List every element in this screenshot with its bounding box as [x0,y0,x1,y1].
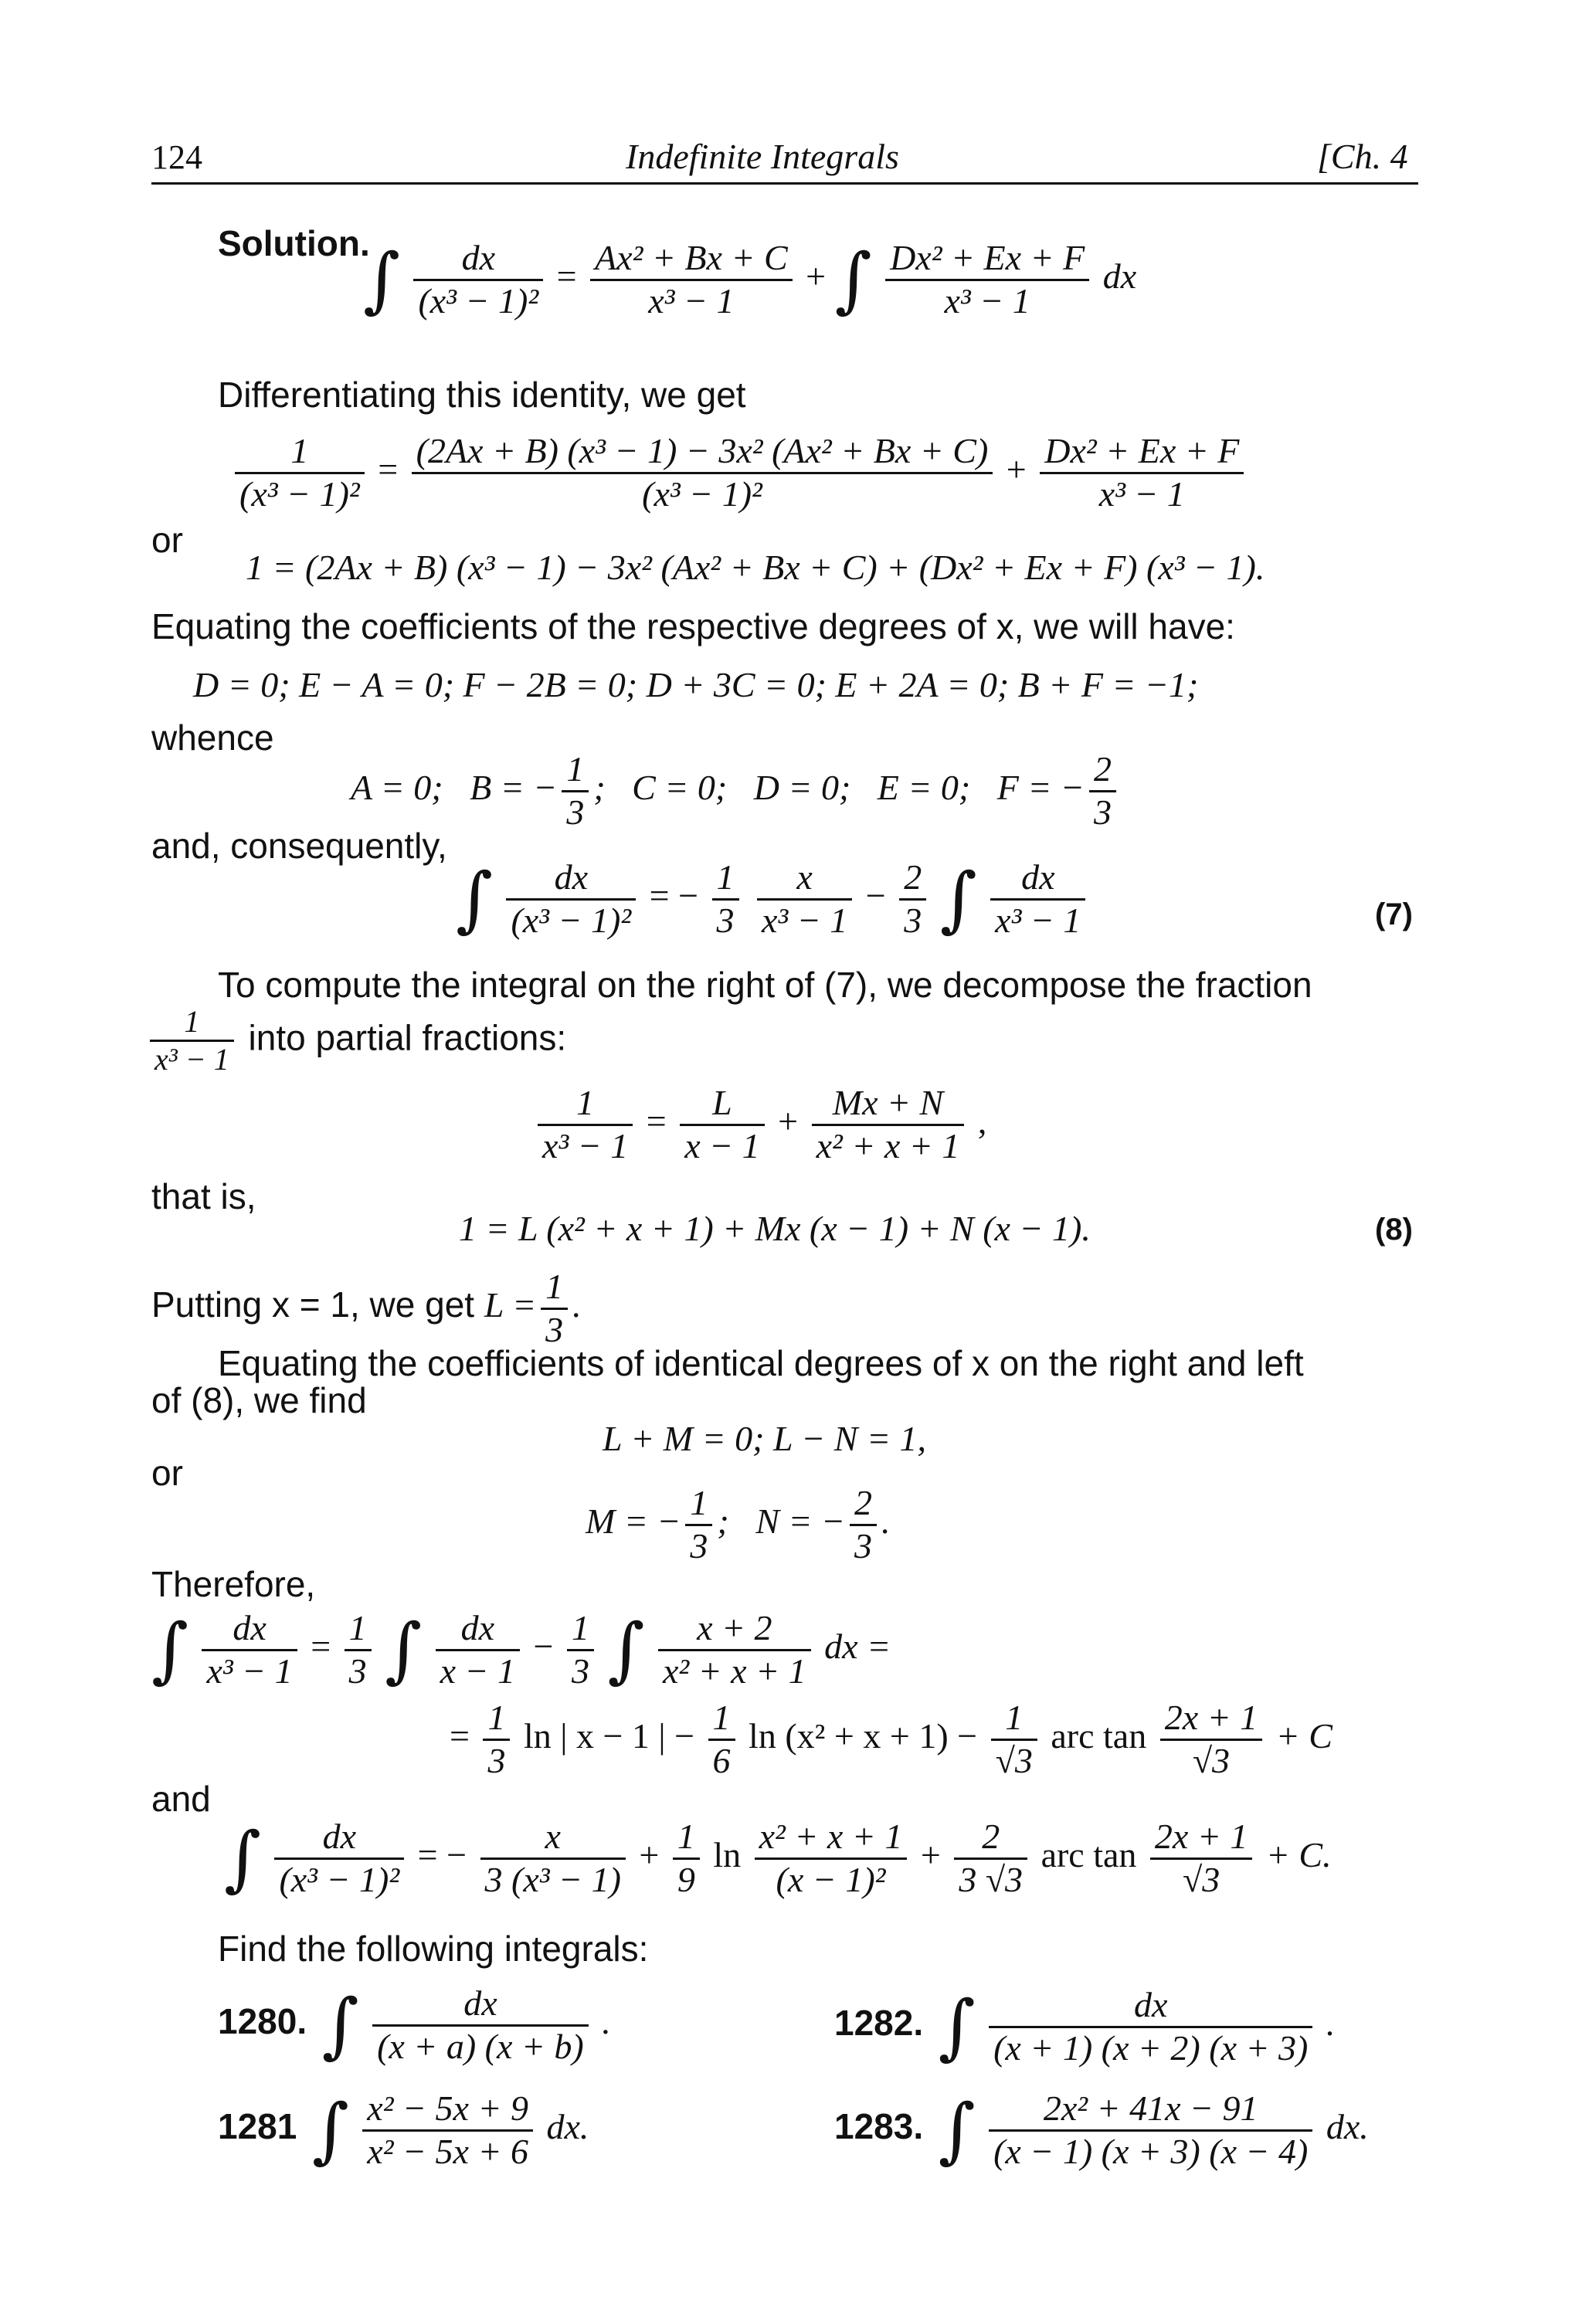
problem-number: 1282. [834,2002,924,2043]
equation-label-7: (7) [1375,897,1413,931]
equation-2: $\frac{1}{\text{(x³ − 1)²}}$ = $\frac{\text{(2Ax + B) (x³ − 1) − 3x² (Ax² + Bx + C)}}{\text{(x³ − 1)²}}$ + $\frac{\text{Dx² + Ex + F}}{\text{x³ − 1}}$ [230,431,1248,515]
integral-sign: ∫ [321,1983,359,2067]
equation-5: A = 0; B = − $\frac{1}{3}$ ; C = 0; D = 0; E = 0; F = − $\frac{2}{3}$ [351,749,1121,833]
text-or-2: or [151,1453,183,1493]
text-find: Find the following integrals: [218,1929,649,1969]
chapter-label: [Ch. 4 [1317,137,1408,176]
text-equating-2a: Equating the coefficients of identical degrees of x on the right and left [218,1343,1304,1383]
equation-8: 1 = L (x² + x + 1) + Mx (x − 1) + N (x − 1). [459,1209,1091,1248]
problem-1280: 1280. ∫ $\frac{dx}{(x + a) (x + b)}$ . [218,1983,611,2067]
header-rule [151,182,1418,185]
text-compute-2: $\frac{1}{\text{x³ − 1}}$ into partial fractions: [145,1004,566,1077]
problem-number: 1283. [834,2105,924,2146]
integral-sign: ∫ [938,2088,976,2172]
integral-sign: ∫ [456,857,493,941]
equation-label-8: (8) [1375,1213,1413,1247]
text-equating-1: Equating the coefficients of the respective degrees of x, we will have: [151,606,1235,646]
equation-13: ∫ $\frac{dx}{\text{(x³ − 1)²}}$ = − $\frac{x}{\text{3 (x³ − 1)}}$ + $\frac{1}{9}$ ln $\frac{\text{x² + x + 1}}{\text{(x − 1)²}}$ + $\frac{2}{3 √3}$ arc tan $\frac{2x + 1}{√3}$ + C. [224,1817,1332,1900]
equation-4: D = 0; E − A = 0; F − 2B = 0; D + 3C = 0; E + 2A = 0; B + F = −1; [193,665,1199,704]
problem-1281: 1281 ∫ $\frac{\text{x² − 5x + 9}}{\text{x² − 5x + 6}}$ dx. [218,2088,589,2172]
integral-sign: ∫ [224,1817,261,1900]
integral-sign: ∫ [151,1608,188,1691]
equation-3: 1 = (2Ax + B) (x³ − 1) − 3x² (Ax² + Bx + C) + (Dx² + Ex + F) (x³ − 1). [246,548,1265,587]
equation-12: = $\frac{1}{3}$ ln | x − 1 | − $\frac{1}{6}$ ln (x² + x + 1) − $\frac{1}{√3}$ arc tan $\frac{2x + 1}{√3}$ + C [450,1698,1332,1780]
text-whence: whence [151,718,274,758]
text-putting: Putting x = 1, we get L = $\frac{1}{3}$ . [151,1267,582,1349]
page-number: 124 [151,138,202,176]
text-that-is: that is, [151,1176,256,1216]
text-compute-1: To compute the integral on the right of (7), we decompose the fraction [218,965,1312,1005]
equation-9: L + M = 0; L − N = 1, [603,1419,926,1458]
running-title: Indefinite Integrals [626,137,899,176]
integral-sign: ∫ [363,238,400,321]
equation-10: M = − $\frac{1}{3}$ ; N = − $\frac{2}{3}$ . [586,1483,891,1566]
integral-sign: ∫ [939,857,977,941]
solution-label: Solution. [218,223,370,263]
problem-number: 1281 [218,2105,297,2146]
text-and: and [151,1779,211,1819]
text-or-1: or [151,520,183,560]
equation-11: ∫ $\frac{dx}{\text{x³ − 1}}$ = $\frac{1}{3}$ ∫ $\frac{dx}{x - 1}$ − $\frac{1}{3}$ ∫ $\frac{x + 2}{\text{x² + x + 1}}$ dx = [151,1608,891,1691]
equation-7: $\frac{1}{\text{x³ − 1}}$ = $\frac{L}{x - 1}$ + $\frac{Mx + N}{\text{x² + x + 1}}$ , [533,1083,986,1167]
integral-sign: ∫ [834,238,872,321]
integral-sign: ∫ [938,1985,976,2068]
text-therefore: Therefore, [151,1564,316,1604]
text-and-consequently: and, consequently, [151,826,447,866]
equation-6: ∫ $\frac{dx}{\text{(x³ − 1)²}}$ = − $\frac{1}{3}$ $\frac{x}{\text{x³ − 1}}$ − $\frac{2}{3}$ ∫ $\frac{dx}{\text{x³ − 1}}$ [456,857,1090,941]
text-equating-2b: of (8), we find [151,1380,367,1420]
problem-1283: 1283. ∫ $\frac{\text{2x² + 41x − 91}}{(x - 1) (x + 3) (x - 4)}$ dx. [834,2088,1369,2172]
text-differentiating: Differentiating this identity, we get [218,375,746,415]
integral-sign: ∫ [385,1608,423,1691]
equation-1: ∫ $\frac{dx}{\text{(x³ − 1)²}}$ = $\frac{\text{Ax² + Bx + C}}{\text{x³ − 1}}$ + ∫ $\frac{\text{Dx² + Ex + F}}{\text{x³ − 1}}$ dx [363,238,1137,321]
problem-1282: 1282. ∫ $\frac{dx}{(x + 1) (x + 2) (x + 3)}$ . [834,1985,1336,2068]
problem-number: 1280. [218,2000,307,2041]
integral-sign: ∫ [607,1608,645,1691]
integral-sign: ∫ [311,2088,349,2172]
